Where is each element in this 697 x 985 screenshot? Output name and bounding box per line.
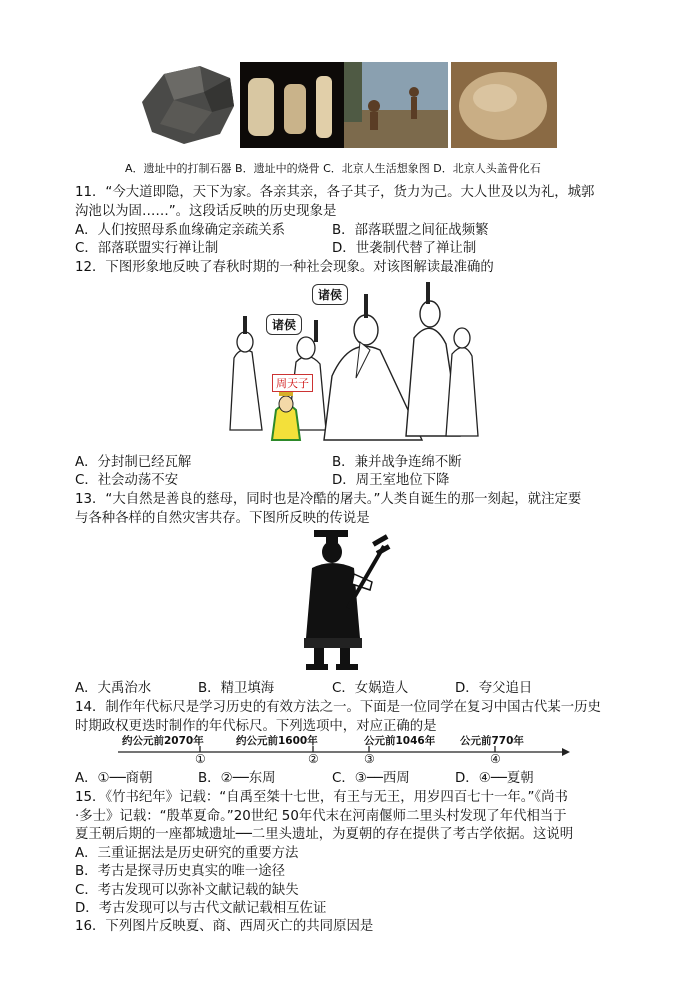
timeline-axis	[118, 743, 570, 755]
q14-option-b[interactable]: B．②──东周	[198, 771, 276, 786]
q13-option-c[interactable]: C．女娲造人	[332, 681, 409, 696]
q11-option-d[interactable]: D．世袭制代替了禅让制	[332, 241, 477, 256]
q15-line-1: 15．《竹书纪年》记载：“自禹至桀十七世，有王与无王，用岁四百七十一年。”《尚书	[75, 790, 568, 805]
q13-option-d[interactable]: D．夸父追日	[455, 681, 533, 696]
q14-option-c[interactable]: C．③──西周	[332, 771, 410, 786]
q12-option-b[interactable]: B．兼并战争连绵不断	[332, 455, 462, 470]
timeline-label-1: 约公元前2070年	[122, 735, 204, 747]
q15-option-a[interactable]: A．三重证据法是历史研究的重要方法	[75, 846, 299, 861]
q12-label-zhuhou-top: 诸侯	[312, 284, 348, 305]
q12-option-a[interactable]: A．分封制已经瓦解	[75, 455, 192, 470]
stone-tool-image	[134, 62, 238, 148]
q14-option-a[interactable]: A．①──商朝	[75, 771, 153, 786]
burnt-bone-image	[240, 62, 344, 148]
timeline-number-1: ①	[195, 752, 206, 766]
timeline-label-3: 公元前1046年	[364, 735, 436, 747]
q11-line-2: 沟池以为固……”。这段话反映的历史现象是	[75, 204, 337, 219]
q14-line-1: 14．制作年代标尺是学习历史的有效方法之一。下面是一位同学在复习中国古代某一历史	[75, 700, 601, 715]
q11-line-1: 11．“今大道即隐，天下为家。各亲其亲，各子其子，货力为己。大人世及以为礼，城郭	[75, 185, 595, 200]
timeline-number-4: ④	[490, 752, 501, 766]
q11-option-c[interactable]: C．部落联盟实行禅让制	[75, 241, 219, 256]
peking-man-scene-image	[344, 62, 448, 148]
q15-option-c[interactable]: C．考古发现可以弥补文献记载的缺失	[75, 883, 299, 898]
q12-option-d[interactable]: D．周王室地位下降	[332, 473, 450, 488]
q15-line-2: ·多士》记载：“殷革夏命。”20世纪 50年代末在河南偃师二里头村发现了年代相当于	[75, 809, 567, 824]
q11-option-a[interactable]: A．人们按照母系血缘确定亲疏关系	[75, 223, 286, 238]
q10-caption: A．遗址中的打制石器 B．遗址中的烧骨 C．北京人生活想象图 D．北京人头盖骨化石	[125, 162, 541, 175]
q13-figure	[300, 528, 392, 676]
q15-option-b[interactable]: B．考古是探寻历史真实的唯一途径	[75, 864, 286, 879]
q15-option-d[interactable]: D．考古发现可以与古代文献记载相互佐证	[75, 901, 327, 916]
q14-line-2: 时期政权更迭时制作的年代标尺。下列选项中，对应正确的是	[75, 719, 437, 734]
q12-label-zhuhou-left: 诸侯	[266, 314, 302, 335]
q12-line-1: 12．下图形象地反映了春秋时期的一种社会现象。对该图解读最准确的	[75, 260, 494, 275]
q13-line-2: 与各种各样的自然灾害共存。下图所反映的传说是	[75, 511, 370, 526]
timeline-label-2: 约公元前1600年	[236, 735, 318, 747]
q13-option-b[interactable]: B．精卫填海	[198, 681, 275, 696]
q12-label-zhoutianzi: 周天子	[272, 374, 313, 392]
timeline-label-4: 公元前770年	[460, 735, 524, 747]
q16-line-1: 16．下列图片反映夏、商、西周灭亡的共同原因是	[75, 919, 374, 934]
q14-option-d[interactable]: D．④──夏朝	[455, 771, 534, 786]
timeline-number-2: ②	[308, 752, 319, 766]
q11-option-b[interactable]: B．部落联盟之间征战频繁	[332, 223, 489, 238]
q15-line-3: 夏王朝后期的一座都城遗址──二里头遗址，为夏朝的存在提供了考古学依据。这说明	[75, 827, 574, 842]
q13-line-1: 13．“大自然是善良的慈母，同时也是冷酷的屠夫。”人类自诞生的那一刻起，就注定要	[75, 492, 582, 507]
q13-option-a[interactable]: A．大禹治水	[75, 681, 152, 696]
q12-option-c[interactable]: C．社会动荡不安	[75, 473, 179, 488]
skull-fossil-image	[451, 62, 557, 148]
timeline-number-3: ③	[364, 752, 375, 766]
q12-cartoon	[210, 280, 480, 450]
